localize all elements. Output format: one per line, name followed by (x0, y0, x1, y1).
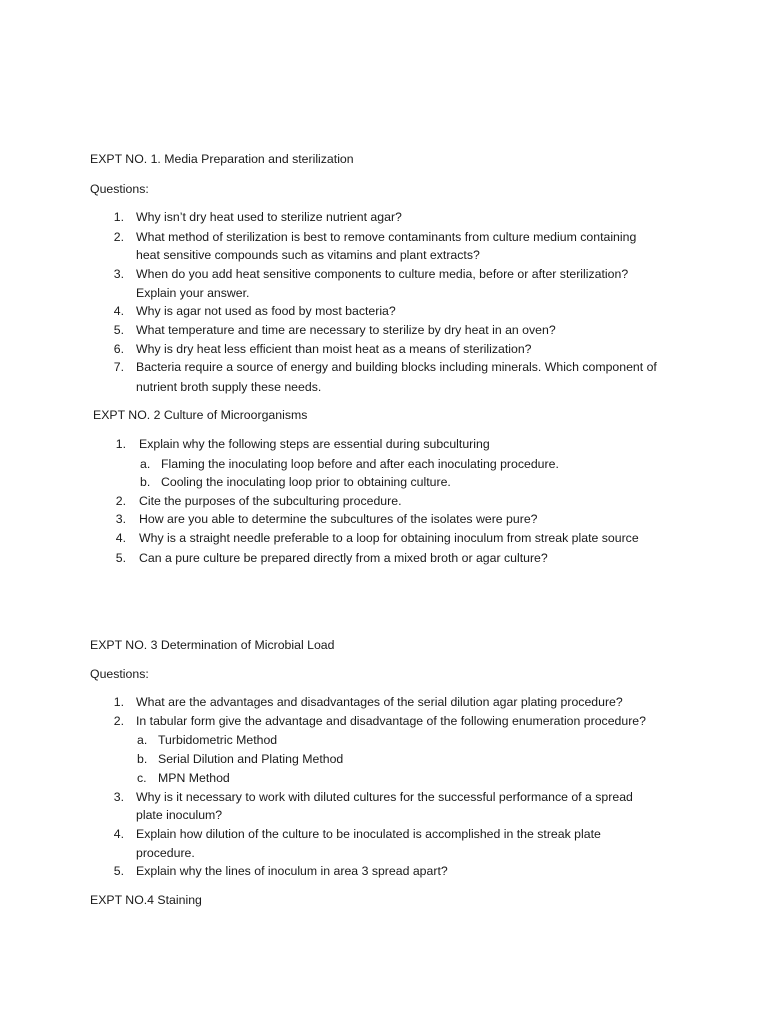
list-item-continuation: nutrient broth supply these needs. (136, 380, 322, 394)
list-item: What are the advantages and disadvantages of the serial dilution agar plating procedure? (136, 695, 623, 709)
list-number: 2. (113, 230, 124, 244)
list-item: Why is agar not used as food by most bacteria? (136, 304, 396, 318)
expt1-questions-label: Questions: (90, 182, 149, 196)
list-item: In tabular form give the advantage and disadvantage of the following enumeration procedure? (136, 714, 646, 728)
expt4-title: EXPT NO.4 Staining (90, 893, 202, 907)
list-number: 2. (115, 494, 126, 508)
list-item: Why isn’t dry heat used to sterilize nutrient agar? (136, 210, 402, 224)
list-item: Can a pure culture be prepared directly from a mixed broth or agar culture? (139, 551, 548, 565)
sub-list-item: Serial Dilution and Plating Method (158, 752, 344, 766)
list-item-continuation: heat sensitive compounds such as vitamins and plant extracts? (136, 248, 480, 262)
list-item: Bacteria require a source of energy and building blocks including minerals. Which component of (136, 360, 657, 374)
list-number: 6. (113, 342, 124, 356)
list-number: 1. (115, 437, 126, 451)
expt2-title: EXPT NO. 2 Culture of Microorganisms (93, 408, 308, 422)
list-number: 5. (115, 551, 126, 565)
list-item-continuation: plate inoculum? (136, 808, 223, 822)
list-item: Why is a straight needle preferable to a loop for obtaining inoculum from streak plate source (139, 531, 639, 545)
sub-list-letter: b. (137, 752, 148, 766)
list-number: 4. (115, 531, 126, 545)
list-number: 7. (113, 360, 124, 374)
sub-list-letter: b. (140, 475, 151, 489)
expt3-title: EXPT NO. 3 Determination of Microbial Load (90, 638, 335, 652)
sub-list-letter: a. (140, 457, 151, 471)
sub-list-item: Turbidometric Method (158, 733, 278, 747)
list-number: 3. (113, 790, 124, 804)
expt3-questions-label: Questions: (90, 667, 149, 681)
sub-list-item: MPN Method (158, 771, 230, 785)
list-number: 3. (113, 267, 124, 281)
list-item-continuation: Explain your answer. (136, 286, 250, 300)
sub-list-letter: a. (137, 733, 148, 747)
expt1-title: EXPT NO. 1. Media Preparation and sterilization (90, 152, 354, 166)
list-number: 2. (113, 714, 124, 728)
list-number: 5. (113, 323, 124, 337)
list-number: 4. (113, 827, 124, 841)
list-number: 1. (113, 695, 124, 709)
list-item-continuation: procedure. (136, 846, 195, 860)
list-item: How are you able to determine the subcultures of the isolates were pure? (139, 512, 538, 526)
list-item: Explain how dilution of the culture to be inoculated is accomplished in the streak plate (136, 827, 601, 841)
list-number: 3. (115, 512, 126, 526)
list-item: Cite the purposes of the subculturing procedure. (139, 494, 402, 508)
list-number: 1. (113, 210, 124, 224)
list-item: Why is it necessary to work with diluted cultures for the successful performance of a spread (136, 790, 633, 804)
list-number: 5. (113, 864, 124, 878)
sub-list-item: Cooling the inoculating loop prior to obtaining culture. (161, 475, 451, 489)
list-number: 4. (113, 304, 124, 318)
list-item: What temperature and time are necessary to sterilize by dry heat in an oven? (136, 323, 556, 337)
list-item: Explain why the lines of inoculum in area 3 spread apart? (136, 864, 448, 878)
sub-list-item: Flaming the inoculating loop before and after each inoculating procedure. (161, 457, 559, 471)
list-item: Explain why the following steps are essential during subculturing (139, 437, 490, 451)
list-item: What method of sterilization is best to remove contaminants from culture medium containing (136, 230, 637, 244)
list-item: Why is dry heat less efficient than moist heat as a means of sterilization? (136, 342, 532, 356)
sub-list-letter: c. (137, 771, 147, 785)
list-item: When do you add heat sensitive components to culture media, before or after sterilization? (136, 267, 629, 281)
